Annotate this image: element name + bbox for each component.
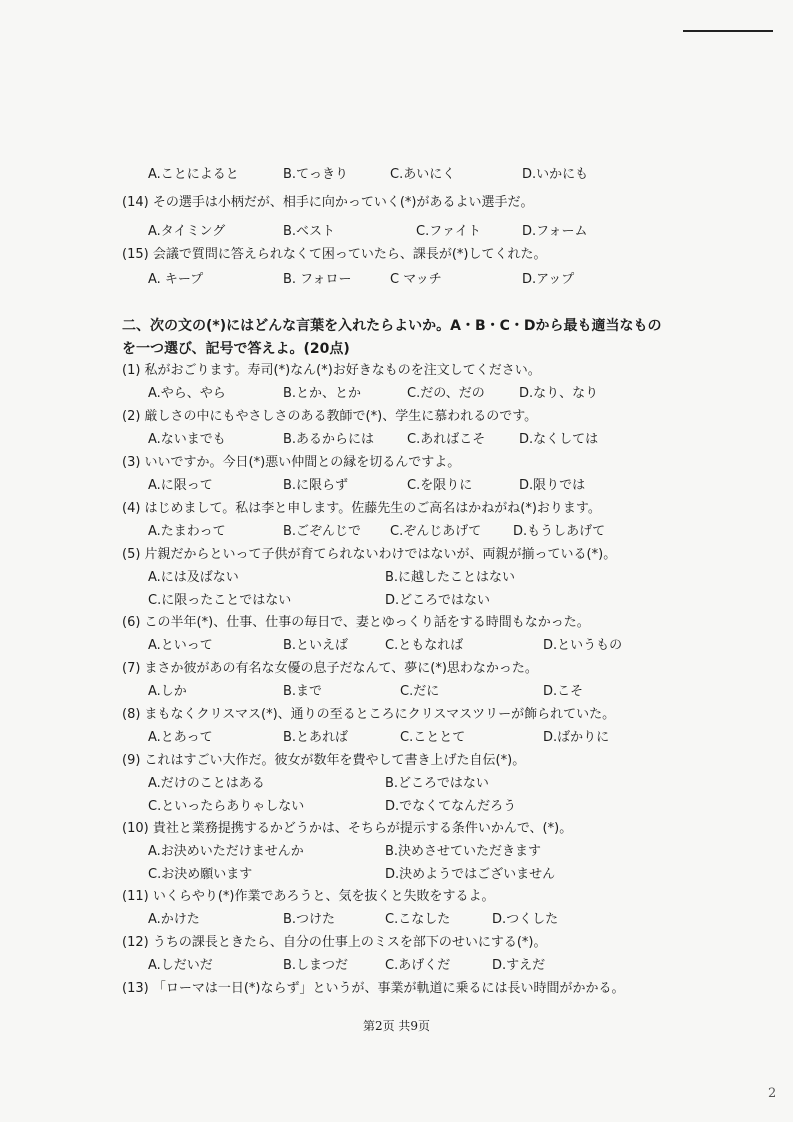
option-a: A.お決めいただけませんか [148, 844, 304, 859]
option-b: B.ごぞんじで [283, 524, 362, 539]
section-heading-line2: を一つ選び、記号で答えよ。(20点) [122, 341, 350, 357]
option-b: B.まで [283, 684, 323, 699]
option-b: B.とか、とか [283, 386, 362, 401]
option-d: D.でなくてなんだろう [385, 799, 517, 814]
option-c: C.といったらありゃしない [148, 799, 305, 814]
option-d: D.なり、なり [519, 386, 599, 401]
option-a: A.といって [148, 638, 213, 653]
option-d: D.というもの [543, 638, 623, 653]
option-d: D.もうしあげて [513, 524, 606, 539]
question-5-stem: (5) 片親だからといって子供が育てられないわけではないが、両親が揃っている(*)。 [122, 547, 617, 562]
option-c: C.だの、だの [407, 386, 485, 401]
option-a: A.ことによると [148, 167, 239, 182]
option-a: A.たまわって [148, 524, 226, 539]
option-c: C.だに [400, 684, 440, 699]
option-a: A.かけた [148, 912, 200, 927]
option-b: B.つけた [283, 912, 336, 927]
option-a: A.には及ばない [148, 570, 239, 585]
option-b: B.どころではない [385, 776, 489, 791]
option-c: C.あげくだ [385, 958, 451, 973]
question-1-stem: (1) 私がおごります。寿司(*)なん(*)お好きなものを注文してください。 [122, 363, 541, 378]
option-b: B.といえば [283, 638, 349, 653]
option-a: A.とあって [148, 730, 213, 745]
question-13-stem: (13) 「ローマは一日(*)ならず」というが、事業が軌道に乗るには長い時間がかかる。 [122, 981, 625, 996]
option-c: C.あいにく [390, 167, 456, 182]
option-b: B.決めさせていただきます [385, 844, 542, 859]
option-b: B.しまつだ [283, 958, 349, 973]
question-4-stem: (4) はじめまして。私は李と申します。佐藤先生のご高名はかねがね(*)おります。 [122, 501, 601, 516]
page-footer: 第2页 共9页 [362, 1019, 431, 1033]
option-c: C.ファイト [416, 224, 481, 239]
option-c: C.に限ったことではない [148, 593, 292, 608]
option-b: B.ベスト [283, 224, 336, 239]
option-b: B.てっきり [283, 167, 349, 182]
option-d: D.なくしては [519, 432, 599, 447]
option-c: C.お決め願います [148, 867, 253, 882]
option-d: D.つくした [492, 912, 559, 927]
option-a: A.しだいだ [148, 958, 213, 973]
question-7-stem: (7) まさか彼があの有名な女優の息子だなんて、夢に(*)思わなかった。 [122, 661, 538, 676]
option-a: A.タイミング [148, 224, 226, 239]
question-10-stem: (10) 貴社と業務提携するかどうかは、そちらが提示する条件いかんで、(*)。 [122, 821, 573, 836]
option-d: D.すえだ [492, 958, 546, 973]
option-c: C マッチ [390, 272, 442, 287]
option-d: D.いかにも [522, 167, 589, 182]
question-15-stem: (15) 会議で質問に答えられなくて困っていたら、課長が(*)してくれた。 [122, 247, 547, 262]
option-b: B.とあれば [283, 730, 349, 745]
option-c: C.ぞんじあげて [390, 524, 482, 539]
option-d: D.こそ [543, 684, 584, 699]
question-14-stem: (14) その選手は小柄だが、相手に向かっていく(*)があるよい選手だ。 [122, 195, 534, 210]
option-a: A.しか [148, 684, 187, 699]
option-d: D.ばかりに [543, 730, 610, 745]
section-heading-line1: 二、次の文の(*)にはどんな言葉を入れたらよいか。A・B・C・Dから最も適当なもの [122, 318, 662, 334]
option-b: B.に越したことはない [385, 570, 516, 585]
option-a: A.に限って [148, 478, 213, 493]
question-3-stem: (3) いいですか。今日(*)悪い仲間との縁を切るんですよ。 [122, 455, 461, 470]
option-a: A.やら、やら [148, 386, 226, 401]
question-2-stem: (2) 厳しさの中にもやさしさのある教師で(*)、学生に慕われるのです。 [122, 409, 538, 424]
option-d: D.フォーム [522, 224, 588, 239]
option-d: D.どころではない [385, 593, 491, 608]
option-c: C.こなした [385, 912, 451, 927]
option-a: A. キープ [148, 272, 204, 287]
option-b: B. フォロー [283, 272, 352, 287]
option-c: C.を限りに [407, 478, 473, 493]
option-a: A.ないまでも [148, 432, 226, 447]
question-6-stem: (6) この半年(*)、仕事、仕事の毎日で、妻とゆっくり話をする時間もなかった。 [122, 615, 590, 630]
option-d: D.アップ [522, 272, 575, 287]
option-d: D.決めようではございません [385, 867, 556, 882]
option-d: D.限りでは [519, 478, 586, 493]
option-a: A.だけのことはある [148, 776, 265, 791]
option-c: C.こととて [400, 730, 466, 745]
option-b: B.あるからには [283, 432, 375, 447]
question-9-stem: (9) これはすごい大作だ。彼女が数年を費やして書き上げた自伝(*)。 [122, 753, 526, 768]
option-c: C.あればこそ [407, 432, 486, 447]
top-rule [683, 30, 773, 32]
question-8-stem: (8) まもなくクリスマス(*)、通りの至るところにクリスマスツリーが飾られていた。 [122, 707, 616, 722]
question-12-stem: (12) うちの課長ときたら、自分の仕事上のミスを部下のせいにする(*)。 [122, 935, 547, 950]
question-11-stem: (11) いくらやり(*)作業であろうと、気を抜くと失敗をするよ。 [122, 889, 495, 904]
option-b: B.に限らず [283, 478, 349, 493]
corner-page-number: 2 [768, 1086, 777, 1101]
option-c: C.ともなれば [385, 638, 464, 653]
